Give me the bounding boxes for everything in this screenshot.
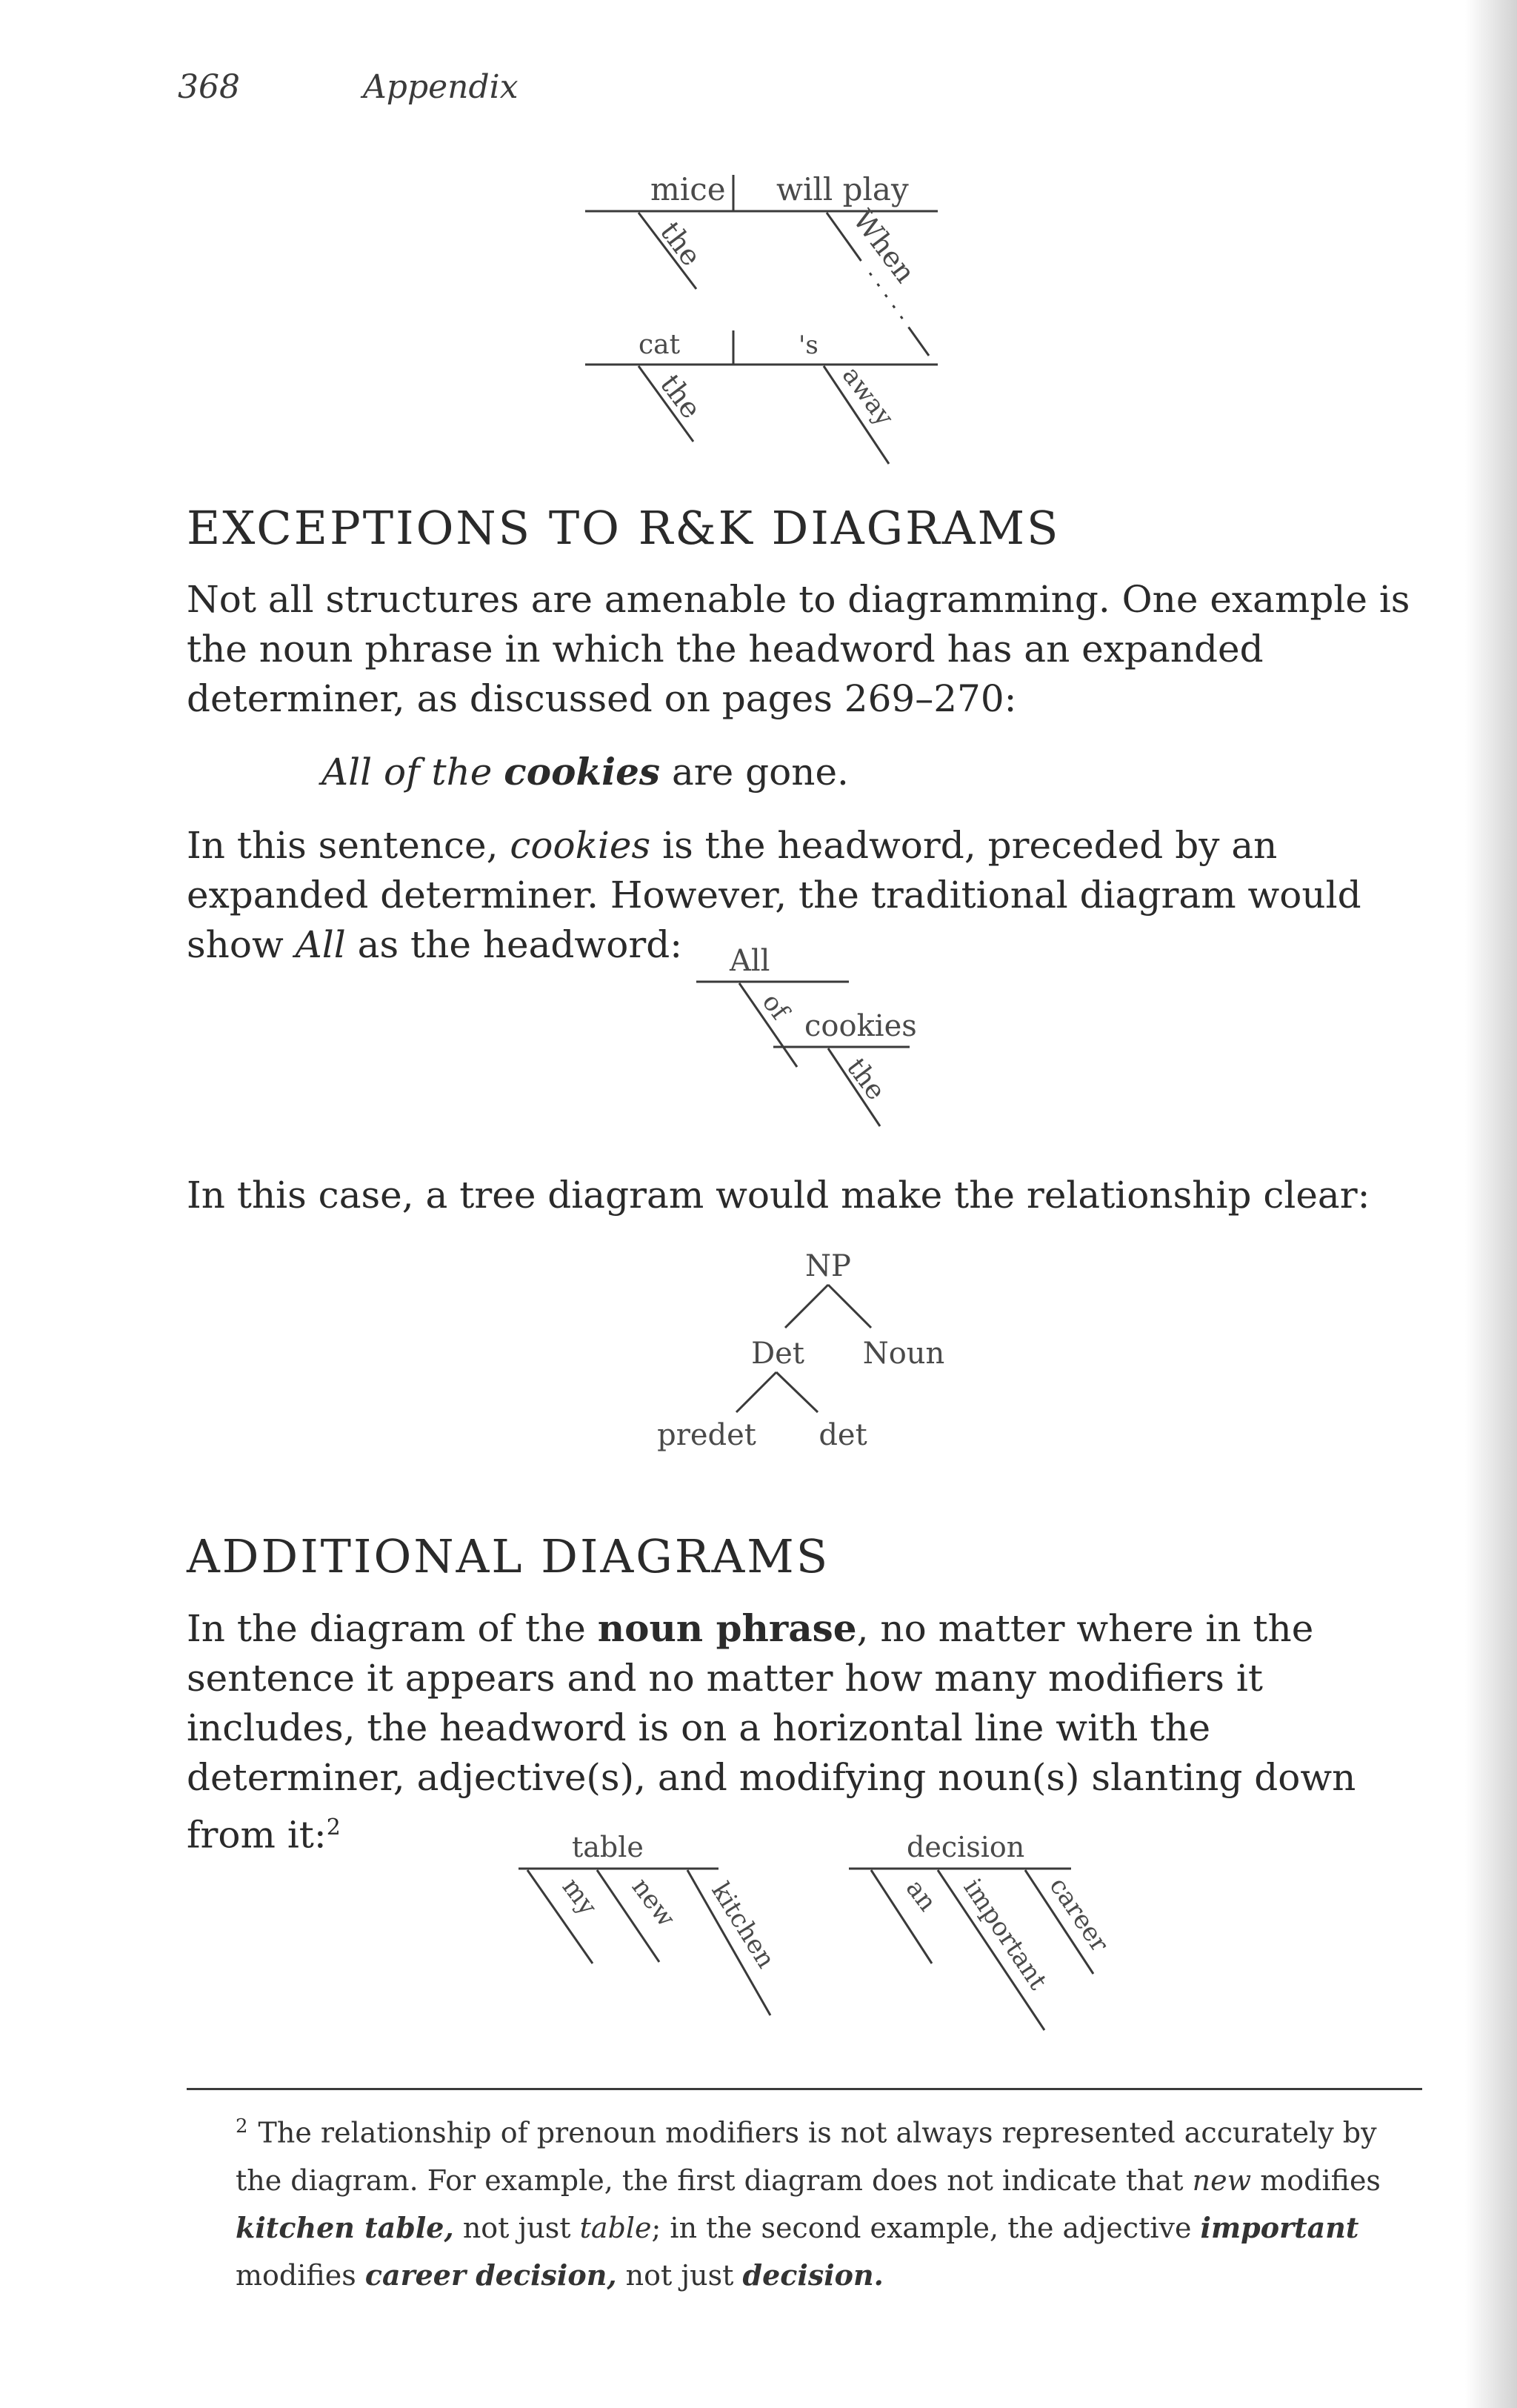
para-np-strong: noun phrase <box>597 1606 857 1650</box>
fn-em-table: table <box>579 2211 652 2244</box>
fn-text-2: modifies <box>1260 2163 1381 2197</box>
tree-node-np: NP <box>805 1249 851 1283</box>
para2-text-b: is the headword, preceded by an expanded determiner. However, the traditional diagram would show <box>187 824 1361 966</box>
para2-text-a: In this sentence, <box>187 824 499 867</box>
para-np-text-a: In the diagram of the <box>187 1607 586 1650</box>
fn-text-3: not just <box>462 2211 571 2244</box>
example-bold-cookies: cookies <box>504 750 661 794</box>
fn-text-6: not just <box>625 2258 734 2292</box>
word-of: of <box>756 988 795 1025</box>
page-number: 368 <box>178 68 240 106</box>
word-the-1: the <box>653 215 708 273</box>
word-when: When <box>846 203 922 289</box>
footnote-2 <box>236 2103 1428 2299</box>
word-career: career <box>1043 1872 1115 1958</box>
word-the-2: the <box>653 367 708 425</box>
word-all: All <box>730 944 770 978</box>
word-away: away <box>836 361 900 432</box>
heading-additional: ADDITIONAL DIAGRAMS <box>187 1529 830 1583</box>
fn-em-decision: decision. <box>742 2258 884 2292</box>
tree-node-predet: predet <box>657 1418 756 1452</box>
fn-text-5: modifies <box>236 2258 356 2292</box>
footnote-rule <box>187 2088 1422 2090</box>
example-italic: All of the <box>321 751 493 794</box>
word-kitchen: kitchen <box>705 1877 781 1974</box>
word-an: an <box>899 1874 943 1918</box>
fn-em-career-decision: career decision, <box>364 2258 617 2292</box>
word-my: my <box>556 1872 603 1921</box>
para2-em-all: All <box>295 923 346 966</box>
para2-em-cookies: cookies <box>510 824 651 867</box>
heading-exceptions: EXCEPTIONS TO R&K DIAGRAMS <box>187 501 1061 555</box>
word-will-play: will play <box>776 171 909 207</box>
para-np-text-b: , no matter where in the sentence it appears and no matter how many modifiers it includes, the headword is on a horizontal line with the determiner, adjective(s), and modifying noun(s) slanting down from it: <box>187 1607 1356 1857</box>
para2-text-c: as the headword: <box>357 923 683 966</box>
footnote-marker: 2 <box>236 2115 248 2138</box>
fn-text-1: The relationship of prenoun modifiers is not always represented accurately by the diagram. For example, the first diagram does not indicate that <box>236 2116 1377 2197</box>
example-rest: are gone. <box>671 751 849 794</box>
word-new: new <box>625 1872 681 1933</box>
fn-text-4: ; in the second example, the adjective <box>651 2211 1192 2244</box>
word-table: table <box>572 1831 644 1863</box>
word-s: 's <box>798 330 818 360</box>
word-decision: decision <box>907 1831 1025 1863</box>
fn-em-kitchen-table: kitchen table, <box>236 2210 454 2244</box>
word-cat: cat <box>639 330 681 360</box>
word-cookies: cookies <box>804 1009 917 1043</box>
paragraph-tree-intro: In this case, a tree diagram would make the relationship clear: <box>187 1174 1370 1217</box>
tree-node-det: Det <box>751 1337 804 1371</box>
word-important: important <box>957 1873 1053 1995</box>
tree-node-det-leaf: det <box>818 1418 867 1452</box>
fn-em-important: important <box>1200 2210 1359 2244</box>
section-title: Appendix <box>363 68 519 106</box>
word-the-3: the <box>840 1052 892 1106</box>
fn-em-new: new <box>1192 2163 1252 2197</box>
footnote-ref[interactable]: 2 <box>326 1815 341 1840</box>
word-mice: mice <box>650 171 726 207</box>
tree-node-noun: Noun <box>862 1337 945 1371</box>
paragraph-amenable: Not all structures are amenable to diagramming. One example is the noun phrase in which the headword has an expanded determiner, as discussed on pages 269–270: <box>187 578 1410 720</box>
